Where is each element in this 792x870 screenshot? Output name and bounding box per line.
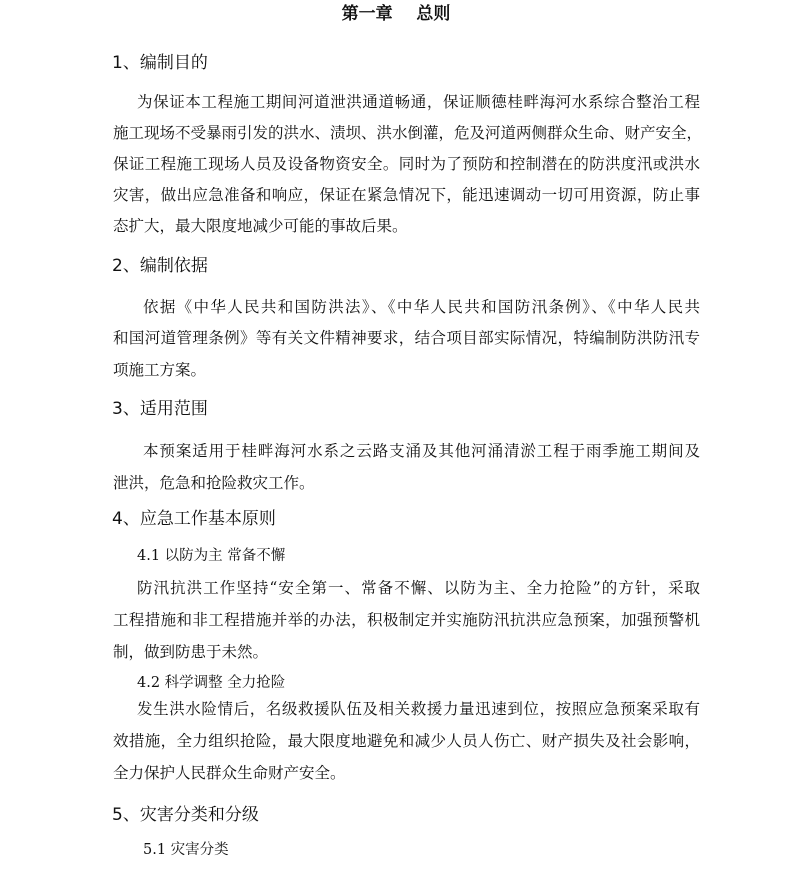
section-3-heading: 3、适用范围	[112, 399, 208, 419]
s1-line-3: 保证工程施工现场人员及设备物资安全。同时为了预防和控制潜在的防洪度汛或洪水	[113, 155, 700, 173]
subsection-4-1-heading: 4.1 以防为主 常备不懈	[137, 548, 286, 564]
s1-line-2: 施工现场不受暴雨引发的洪水、渍坝、洪水倒灌，危及河道两侧群众生命、财产安全，	[113, 124, 703, 142]
s4-2-line-2: 效措施，全力组织抢险，最大限度地避免和减少人员人伤亡、财产损失及社会影响，	[113, 732, 700, 750]
s4-1-line-2: 工程措施和非工程措施并举的办法，积极制定并实施防汛抗洪应急预案，加强预警机	[113, 611, 700, 629]
chapter-title: 第一章 总则	[341, 4, 451, 24]
s2-line-2: 和国河道管理条例》等有关文件精神要求，结合项目部实际情况，特编制防洪防汛专	[113, 329, 700, 347]
s4-1-line-1: 防汛抗洪工作坚持“安全第一、常备不懈、以防为主、全力抢险”的方针，采取	[137, 579, 700, 597]
s1-line-5: 态扩大，最大限度地减少可能的事故后果。	[113, 217, 408, 235]
section-5-heading: 5、灾害分类和分级	[112, 805, 259, 825]
s3-line-1: 本预案适用于桂畔海河水系之云路支涌及其他河涌清淤工程于雨季施工期间及	[143, 442, 700, 460]
subsection-4-2-heading: 4.2 科学调整 全力抢险	[137, 675, 286, 691]
subsection-5-1-heading: 5.1 灾害分类	[143, 842, 229, 858]
s1-line-4: 灾害，做出应急准备和响应，保证在紧急情况下，能迅速调动一切可用资源，防止事	[113, 186, 700, 204]
s4-2-line-1: 发生洪水险情后，名级救援队伍及相关救援力量迅速到位，按照应急预案采取有	[137, 700, 700, 718]
s2-line-3: 项施工方案。	[113, 361, 207, 379]
section-1-heading: 1、编制目的	[112, 53, 208, 73]
section-4-heading: 4、应急工作基本原则	[112, 509, 276, 529]
s2-line-1: 依据《中华人民共和国防洪法》、《中华人民共和国防汛条例》、《中华人民共	[143, 298, 700, 316]
s1-line-1: 为保证本工程施工期间河道泄洪通道畅通，保证顺德桂畔海河水系综合整治工程	[137, 93, 700, 111]
s4-2-line-3: 全力保护人民群众生命财产安全。	[113, 764, 346, 782]
s3-line-2: 泄洪，危急和抢险救灾工作。	[113, 474, 315, 492]
s4-1-line-3: 制，做到防患于未然。	[113, 643, 269, 661]
section-2-heading: 2、编制依据	[112, 256, 208, 276]
